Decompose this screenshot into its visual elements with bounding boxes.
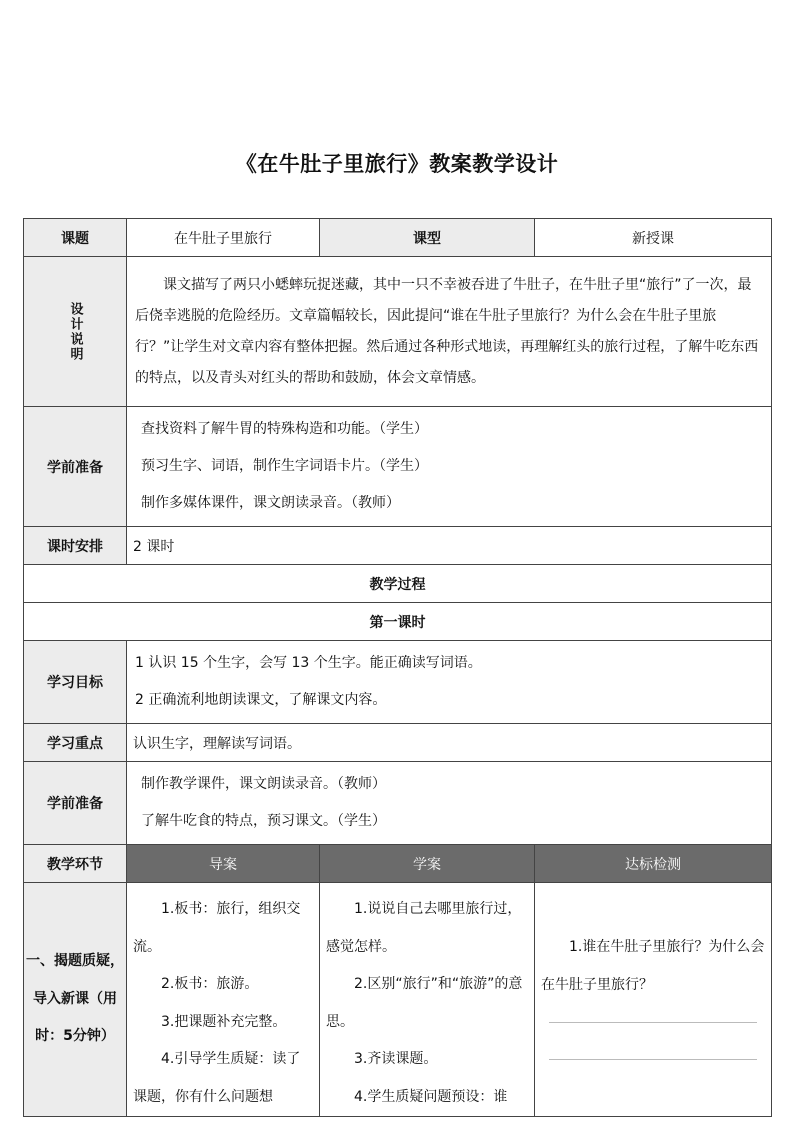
check-col-header: 达标检测 [535, 845, 772, 883]
lesson-header: 第一课时 [24, 603, 772, 641]
list-item: 1.板书：旅行，组织交流。 [133, 901, 301, 955]
design-label-cell [24, 257, 127, 407]
list-item: 4.引导学生质疑：读了课题，你有什么问题想 [133, 1051, 301, 1105]
prep2-list [127, 762, 772, 845]
check-question: 1.谁在牛肚子里旅行？为什么会在牛肚子里旅行？ [541, 939, 765, 993]
focus-value: 认识生字，理解读写词语。 [127, 724, 772, 762]
list-item: 了解牛吃食的特点，预习课文。（学生） [141, 813, 386, 829]
prep-label: 学前准备 [24, 407, 127, 527]
stage1-check [535, 883, 772, 1117]
prep2-label: 学前准备 [24, 762, 127, 845]
list-item: 2.板书：旅游。 [161, 976, 259, 992]
stage1-label: 一、揭题质疑，导入新课（用时：5分钟） [24, 883, 127, 1117]
guide-col-header: 导案 [127, 845, 320, 883]
topic-value: 在牛肚子里旅行 [127, 219, 320, 257]
list-item: 4.学生质疑问题预设：谁 [354, 1088, 508, 1105]
schedule-label: 课时安排 [24, 527, 127, 565]
stage-label: 教学环节 [24, 845, 127, 883]
type-value: 新授课 [535, 219, 772, 257]
schedule-value: 2 课时 [127, 527, 772, 565]
list-item: 3.齐读课题。 [354, 1051, 438, 1067]
page-title: 《在牛肚子里旅行》教案教学设计 [235, 152, 559, 176]
list-item: 2 正确流利地朗读课文，了解课文内容。 [135, 692, 387, 708]
stage1-study [320, 883, 535, 1117]
design-label: 设计说明 [67, 301, 83, 362]
stage1-guide [127, 883, 320, 1117]
list-item: 1.说说自己去哪里旅行过，感觉怎样。 [326, 901, 522, 955]
goals-list [127, 641, 772, 724]
design-row [24, 257, 772, 407]
topic-label: 课题 [24, 219, 127, 257]
design-text: 课文描写了两只小蟋蟀玩捉迷藏，其中一只不幸被吞进了牛肚子，在牛肚子里“旅行”了一次，最后侥幸逃脱的危险经历。文章篇幅较长，因此提问“谁在牛肚子里旅行？为什么会在牛肚子里旅行？”让学生对文章内容有整体把握。然后通过各种形式地读，再理解红头的旅行过程，了解牛吃东西的特点，以及青头对红头的帮助和鼓励，体会文章情感。 [127, 257, 772, 407]
topic-row [24, 219, 772, 257]
stage1-row [24, 883, 772, 1117]
goals-label: 学习目标 [24, 641, 127, 724]
stage-header-row [24, 845, 772, 883]
process-header: 教学过程 [24, 565, 772, 603]
schedule-row [24, 527, 772, 565]
process-header-row [24, 565, 772, 603]
focus-label: 学习重点 [24, 724, 127, 762]
list-item: 制作多媒体课件，课文朗读录音。（教师） [141, 495, 400, 511]
lesson-header-row [24, 603, 772, 641]
lesson-plan-table [23, 218, 772, 1117]
goals-row [24, 641, 772, 724]
prep2-row [24, 762, 772, 845]
list-item: 1 认识 15 个生字，会写 13 个生字。能正确读写词语。 [135, 655, 482, 671]
list-item: 预习生字、词语，制作生字词语卡片。（学生） [141, 458, 428, 474]
study-col-header: 学案 [320, 845, 535, 883]
list-item: 3.把课题补充完整。 [161, 1013, 287, 1030]
prep-row [24, 407, 772, 527]
prep-list [127, 407, 772, 527]
focus-row [24, 724, 772, 762]
type-label: 课型 [320, 219, 535, 257]
list-item: 制作教学课件，课文朗读录音。（教师） [141, 776, 386, 792]
list-item: 查找资料了解牛胃的特殊构造和功能。（学生） [141, 421, 428, 437]
list-item: 2.区别“旅行”和“旅游”的意思。 [326, 976, 523, 1030]
answer-line [549, 1059, 757, 1060]
